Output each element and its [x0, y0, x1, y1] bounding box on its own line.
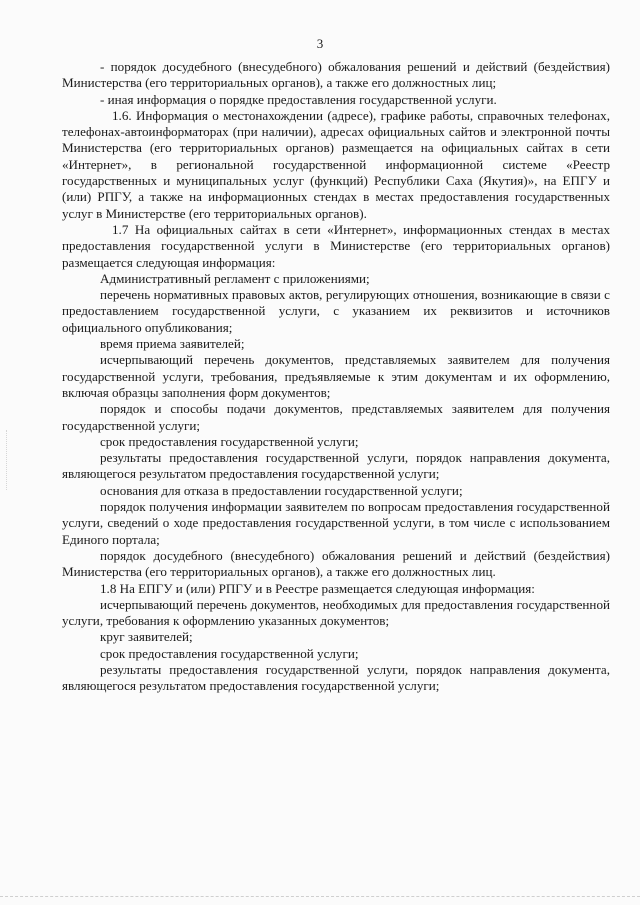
paragraph: порядок получения информации заявителем по вопросам предоставления государственной услуги, сведений о ходе предоставления государственной услуги, в том числе с использованием Единого портала; — [62, 499, 610, 547]
document-body — [62, 59, 610, 695]
paragraph: перечень нормативных правовых актов, регулирующих отношения, возникающие в связи с предоставлением государственной услуги, с указанием их реквизитов и источников официального опубликования; — [62, 287, 610, 335]
paragraph: исчерпывающий перечень документов, необходимых для предоставления государственной услуги, требования к оформлению указанных документов; — [62, 596, 610, 629]
paragraph: результаты предоставления государственной услуги, порядок направления документа, являющегося результатом предоставления государственной услуги; — [62, 661, 610, 694]
paragraph: порядок и способы подачи документов, представляемых заявителем для получения государственной услуги; — [62, 401, 610, 433]
paragraph: - порядок досудебного (внесудебного) обжалования решений и действий (бездействия) Министерства (его территориальных органов), а также его должностных лиц; — [62, 59, 610, 91]
scan-margin-mark — [6, 430, 8, 490]
paragraph: 1.8 На ЕПГУ и (или) РПГУ и в Реестре размещается следующая информация: — [100, 580, 535, 596]
paragraph: основания для отказа в предоставлении государственной услуги; — [100, 482, 463, 498]
paragraph: - иная информация о порядке предоставления государственной услуги. — [100, 91, 497, 107]
paragraph: срок предоставления государственной услуги; — [100, 433, 359, 449]
paragraph: порядок досудебного (внесудебного) обжалования решений и действий (бездействия) Министерства (его территориальных органов), а также его должностных лиц. — [62, 547, 610, 580]
paragraph: Административный регламент с приложениями; — [100, 270, 370, 286]
paragraph: 1.7 На официальных сайтах в сети «Интернет», информационных стендах в местах предоставления государственной услуги в Министерстве (его территориальных органов) размещается следующая информация: — [62, 221, 610, 270]
paragraph: исчерпывающий перечень документов, представляемых заявителем для получения государственной услуги, требования, предъявляемые к этим документам и их оформлению, включая образцы заполнения форм документов; — [62, 352, 610, 400]
paragraph: время приема заявителей; — [100, 336, 245, 352]
paragraph: 1.6. Информация о местонахождении (адресе), графике работы, справочных телефонах, телефонах-автоинформаторах (при наличии), адресах официальных сайтов и электронной почты Министерства (его территориальных органов) размещается на официальных сайтах в сети «Интернет», в региональной государственной информационной системе «Реестр государственных и муниципальных услуг (функций) Республики Саха (Якутия)», на ЕПГУ и (или) РПГУ, а также на информационных стендах в местах предоставления государственных услуг в Министерстве (его территориальных органов). — [62, 107, 610, 221]
paragraph: круг заявителей; — [100, 629, 193, 645]
page-number: 3 — [316, 36, 324, 51]
scan-bottom-edge — [0, 896, 640, 897]
paragraph: срок предоставления государственной услуги; — [100, 645, 359, 661]
paragraph: результаты предоставления государственной услуги, порядок направления документа, являющегося результатом предоставления государственной услуги; — [62, 450, 610, 482]
